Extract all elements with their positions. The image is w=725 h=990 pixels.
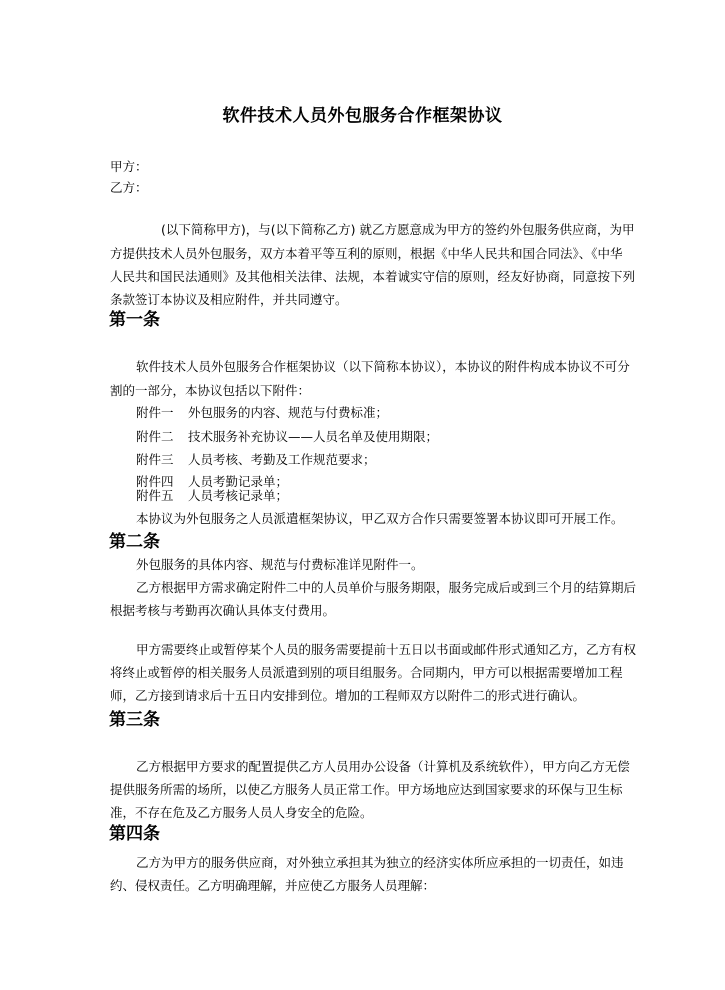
article-2-p3-line: 将终止或暂停的相关服务人员派遣到别的项目组服务。合同期内，甲方可以根据需要增加工程 xyxy=(110,665,623,680)
attachment-text: 人员考核、考勤及工作规范要求； xyxy=(188,452,376,467)
article-2-p3-line: 甲方需要终止或暂停某个人员的服务需要提前十五日以书面或邮件形式通知乙方，乙方有权 xyxy=(136,642,637,657)
party-b-label: 乙方： xyxy=(110,180,148,195)
article-3-para-line: 乙方根据甲方要求的配置提供乙方人员用办公设备（计算机及系统软件），甲方向乙方无偿 xyxy=(136,759,630,774)
article-2-p2-line: 乙方根据甲方需求确定附件二中的人员单价与服务期限，服务完成后或到三个月的结算期后 xyxy=(136,580,637,595)
attachment-label: 附件一 xyxy=(136,405,174,420)
article-3-para-line: 准，不存在危及乙方服务人员人身安全的危险。 xyxy=(110,805,373,820)
article-3-heading: 第三条 xyxy=(109,710,160,730)
article-2-p1: 外包服务的具体内容、规范与付费标准详见附件一。 xyxy=(136,557,424,572)
attachment-text: 人员考核记录单； xyxy=(188,488,289,503)
article-4-heading: 第四条 xyxy=(109,824,160,844)
attachment-item xyxy=(136,405,388,421)
article-4-para-line: 约、侵权责任。乙方明确理解，并应使乙方服务人员理解： xyxy=(110,878,436,893)
article-2-p2-line: 根据考核与考勤再次确认具体支付费用。 xyxy=(110,603,336,618)
party-a-label: 甲方： xyxy=(110,159,148,174)
article-3-para-line: 提供服务所需的场所，以使乙方服务人员正常工作。甲方场地应达到国家要求的环保与卫生标 xyxy=(110,782,623,797)
article-2-p3-line: 师，乙方接到请求后十五日内安排到位。增加的工程师双方以附件二的形式进行确认。 xyxy=(110,688,586,703)
intro-line: 条款签订本协议及相应附件，并共同遵守。 xyxy=(110,292,348,307)
article-1-para-line: 软件技术人员外包服务合作框架协议（以下简称本协议），本协议的附件构成本协议不可分 xyxy=(136,359,630,374)
attachment-text: 人员考勤记录单； xyxy=(188,474,289,489)
attachment-label: 附件四 xyxy=(136,474,174,489)
article-4-para-line: 乙方为甲方的服务供应商，对外独立承担其为独立的经济实体所应承担的一切责任，如违 xyxy=(136,855,624,870)
article-1-closing: 本协议为外包服务之人员派遣框架协议，甲乙双方合作只需要签署本协议即可开展工作。 xyxy=(136,511,624,526)
attachment-text: 技术服务补充协议——人员名单及使用期限； xyxy=(188,429,439,444)
attachment-label: 附件五 xyxy=(136,488,174,503)
attachment-item xyxy=(136,429,438,445)
document-title: 软件技术人员外包服务合作框架协议 xyxy=(222,106,503,126)
intro-line: (以下简称甲方)，与(以下简称乙方) 就乙方愿意成为甲方的签约外包服务供应商，为甲 xyxy=(161,222,635,237)
attachment-text: 外包服务的内容、规范与付费标准； xyxy=(188,405,389,420)
attachment-label: 附件三 xyxy=(136,452,174,467)
attachment-label: 附件二 xyxy=(136,429,174,444)
article-1-para-line: 割的一部分，本协议包括以下附件： xyxy=(110,383,311,398)
article-2-heading: 第二条 xyxy=(109,532,160,552)
attachment-item xyxy=(136,488,288,504)
attachment-item xyxy=(136,452,376,468)
article-1-heading: 第一条 xyxy=(109,310,160,330)
intro-line: 方提供技术人员外包服务，双方本着平等互利的原则，根据《中华人民共和国合同法》、《中华 xyxy=(110,246,623,261)
intro-line: 人民共和国民法通则》及其他相关法律、法规，本着诚实守信的原则，经友好协商，同意按下列 xyxy=(110,269,636,284)
